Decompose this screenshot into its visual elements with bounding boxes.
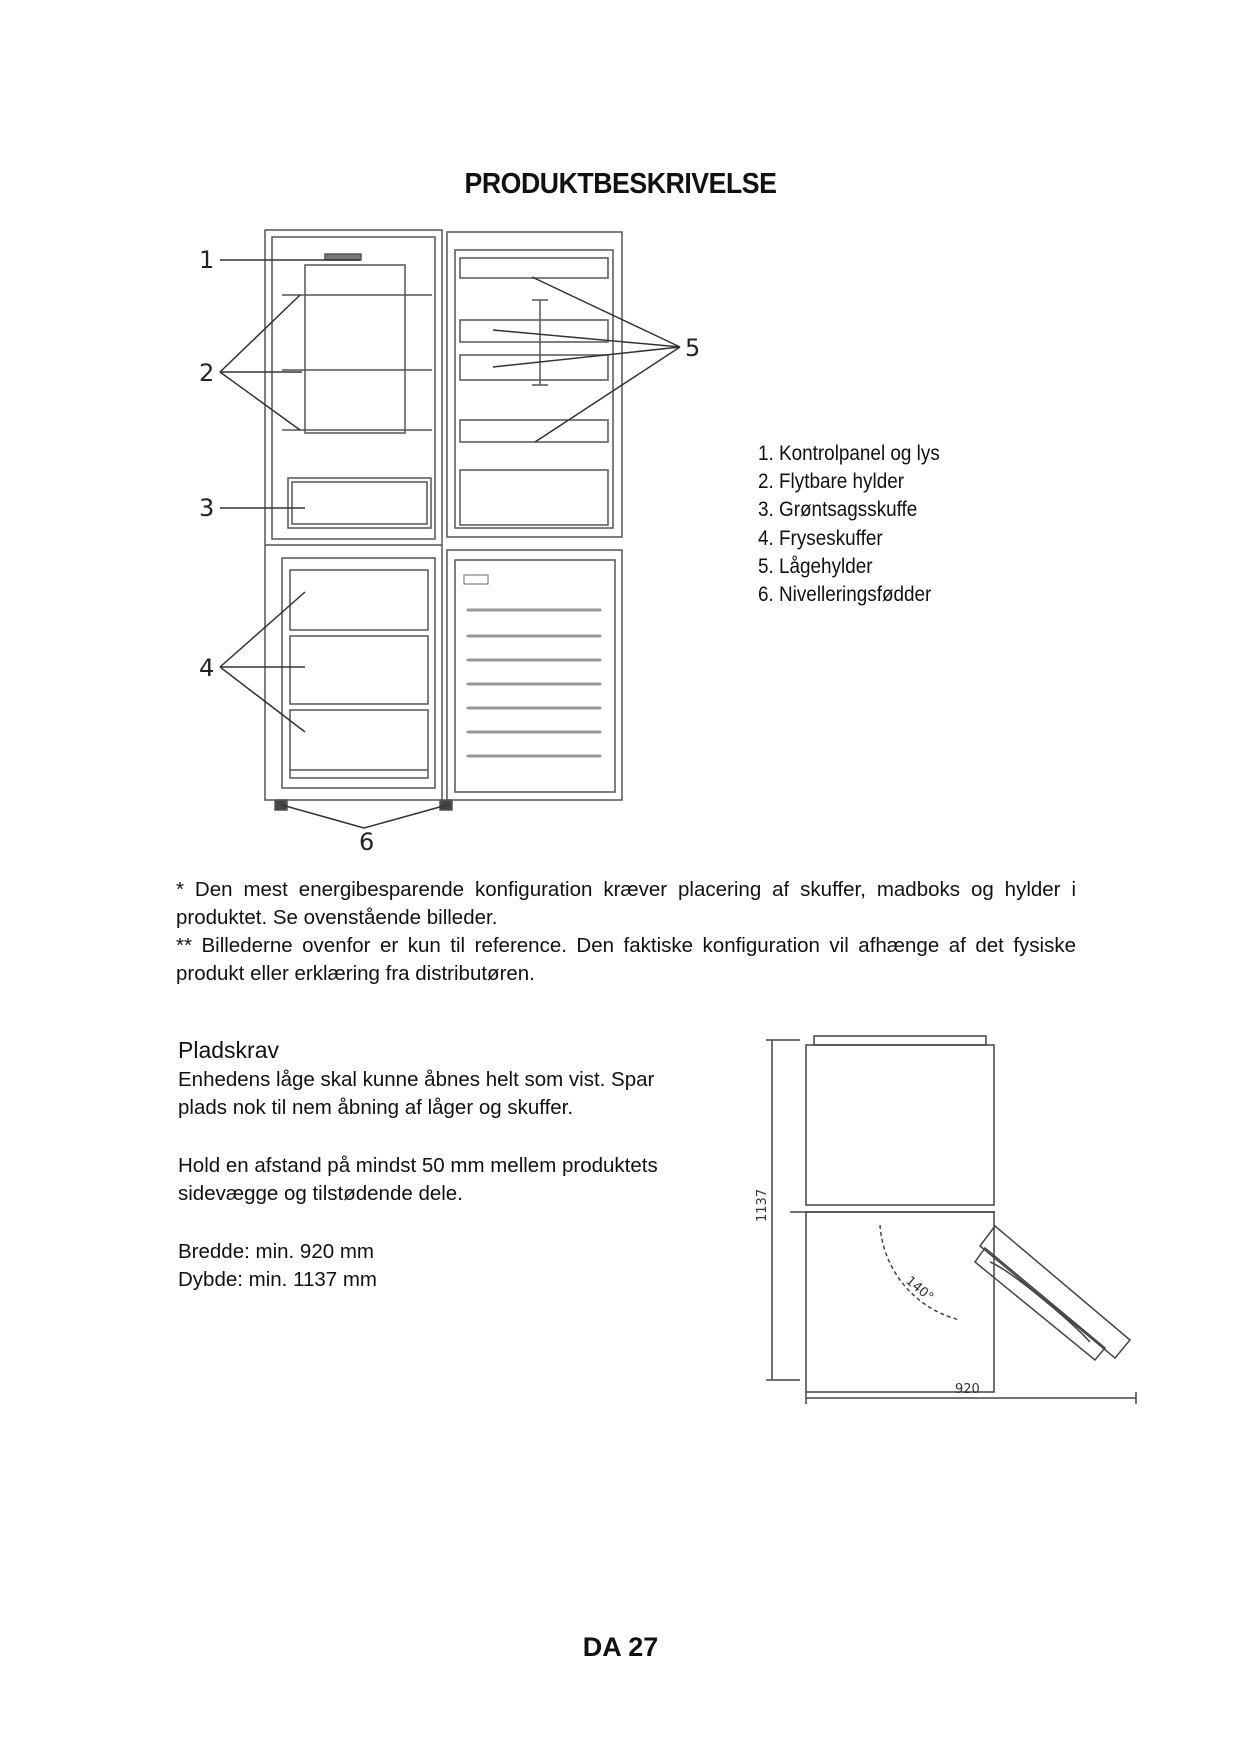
angle-label: 140° bbox=[902, 1273, 937, 1306]
legend-item: 5. Lågehylder bbox=[758, 554, 873, 578]
space-para-2: Hold en afstand på mindst 50 mm mellem produktets sidevægge og tilstødende dele. bbox=[178, 1153, 658, 1205]
width-dimension: 920 bbox=[955, 1382, 980, 1397]
space-heading: Pladskrav bbox=[178, 1037, 279, 1063]
parts-legend bbox=[758, 440, 960, 609]
legend-item: 1. Kontrolpanel og lys bbox=[758, 442, 940, 465]
height-dimension: 1137 bbox=[755, 1188, 770, 1222]
callout-6: 6 bbox=[359, 828, 375, 856]
legend-item: 4. Fryseskuffer bbox=[758, 526, 883, 550]
legend-item: 2. Flytbare hylder bbox=[758, 470, 905, 494]
legend-item: 3. Grøntsagsskuffe bbox=[758, 498, 918, 522]
notes-section bbox=[176, 876, 1076, 988]
callout-5: 5 bbox=[685, 334, 701, 362]
space-requirements bbox=[178, 1036, 698, 1295]
callout-4: 4 bbox=[199, 654, 215, 682]
page-number: DA 27 bbox=[582, 1632, 659, 1662]
note-2: ** Billederne ovenfor er kun til reference. Den faktiske konfiguration vil afhænge af det fysiske produkt eller erklæring fra distributøren. bbox=[176, 934, 1076, 985]
page-title: PRODUKTBESKRIVELSE bbox=[464, 168, 777, 200]
note-1: * Den mest energibesparende konfiguration kræver placering af skuffer, madboks og hylder i produktet. Se ovenstående billeder. bbox=[176, 878, 1076, 929]
space-para-1: Enhedens låge skal kunne åbnes helt som vist. Spar plads nok til nem åbning af låger og skuffer. bbox=[178, 1067, 655, 1119]
callout-3: 3 bbox=[199, 494, 215, 522]
space-depth: Dybde: min. 1137 mm bbox=[178, 1268, 378, 1291]
legend-item: 6. Nivelleringsfødder bbox=[758, 583, 932, 607]
space-width: Bredde: min. 920 mm bbox=[178, 1239, 374, 1263]
callout-1: 1 bbox=[199, 246, 215, 274]
callout-2: 2 bbox=[199, 359, 215, 387]
